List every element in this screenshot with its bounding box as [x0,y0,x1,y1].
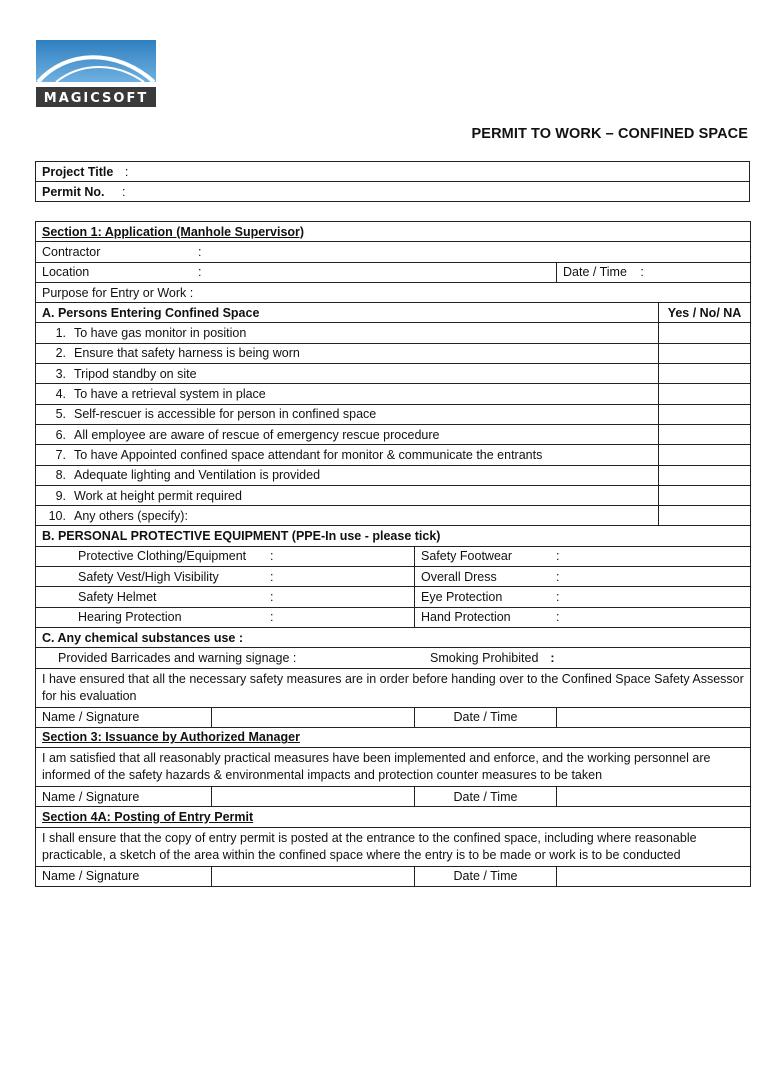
colon: : [556,610,560,625]
name-signature-field[interactable] [212,866,415,886]
sectionB-heading: B. PERSONAL PROTECTIVE EQUIPMENT (PPE-In use - please tick) [36,526,751,546]
ppe-label: Hand Protection [421,610,511,625]
checklist-item [36,445,659,465]
sectionC-declaration: I have ensured that all the necessary safety measures are in order before handing over to the Confined Space Safety Assessor for his evaluation [36,668,751,707]
name-signature-label: Name / Signature [36,787,212,807]
location-label: Location [42,265,90,280]
section4A-declaration: I shall ensure that the copy of entry permit is posted at the entrance to the confined space, including where reasonable practicable, a sketch of the area within the confined space where the entry is to be made or work is to be conducted [36,827,751,866]
colon: : [122,184,126,199]
item-text: All employee are aware of rescue of emergency rescue procedure [74,427,440,442]
ppe-item[interactable] [36,587,415,607]
permit-no-row[interactable] [36,182,750,202]
date-time-label: Date / Time [415,707,557,727]
name-signature-label: Name / Signature [36,866,212,886]
location-cell[interactable] [36,262,557,282]
date-time-field[interactable] [557,707,751,727]
date-time-label: Date / Time [415,787,557,807]
sectionA-heading: A. Persons Entering Confined Space [36,303,659,323]
name-signature-label: Name / Signature [36,707,212,727]
project-title-label: Project Title [42,164,114,179]
smoking-label: Smoking Prohibited [430,650,539,665]
sectionC-heading[interactable]: C. Any chemical substances use : [36,627,751,647]
item-text: To have gas monitor in position [74,326,247,341]
date-time-cell[interactable] [557,262,751,282]
checklist-item [36,465,659,485]
logo-text: MAGICSOFT [43,91,149,106]
checklist-answer-cell[interactable] [659,445,751,465]
contractor-label: Contractor [42,244,101,259]
logo-graphic [36,40,156,108]
item-number: 2. [55,346,66,361]
ppe-label: Hearing Protection [78,610,182,625]
item-text: Adequate lighting and Ventilation is provided [74,468,321,483]
checklist-answer-cell[interactable] [659,364,751,384]
ppe-item[interactable] [36,567,415,587]
item-text: Ensure that safety harness is being worn [74,346,300,361]
colon: : [556,569,560,584]
item-text: Any others (specify): [74,508,188,523]
contractor-row[interactable] [36,242,751,262]
colon: : [556,589,560,604]
ppe-label: Safety Helmet [78,589,157,604]
colon: : [198,265,202,280]
barricades-label: Provided Barricades and warning signage : [58,650,297,665]
section4A-heading: Section 4A: Posting of Entry Permit [42,810,254,825]
page-title: PERMIT TO WORK – CONFINED SPACE [471,126,748,142]
date-time-label: Date / Time [563,265,627,280]
item-number: 4. [55,387,66,402]
ppe-label: Protective Clothing/Equipment [78,549,247,564]
section3-heading: Section 3: Issuance by Authorized Manager [42,730,300,745]
checklist-item [36,343,659,363]
checklist-answer-cell[interactable] [659,424,751,444]
permit-form-table [35,221,751,887]
item-number: 7. [55,447,66,462]
checklist-item [36,384,659,404]
name-signature-field[interactable] [212,707,415,727]
checklist-item [36,323,659,343]
item-text: To have Appointed confined space attendant for monitor & communicate the entrants [74,447,543,462]
item-text: Work at height permit required [74,488,242,503]
ppe-item[interactable] [415,607,751,627]
section1-heading: Section 1: Application (Manhole Supervisor) [42,224,305,239]
colon: : [556,549,560,564]
ppe-item[interactable] [415,546,751,566]
ppe-label: Eye Protection [421,589,503,604]
colon: : [270,589,274,604]
item-text: Tripod standby on site [74,366,197,381]
ppe-item[interactable] [415,567,751,587]
checklist-answer-cell[interactable] [659,485,751,505]
item-number: 5. [55,407,66,422]
item-number: 6. [55,427,66,442]
checklist-item [36,404,659,424]
colon: : [124,164,129,179]
project-info-table [35,161,750,202]
checklist-item[interactable] [36,506,659,526]
checklist-answer-cell[interactable] [659,323,751,343]
checklist-answer-cell[interactable] [659,343,751,363]
item-number: 8. [55,468,66,483]
item-number: 3. [55,366,66,381]
colon: : [270,549,274,564]
date-time-field[interactable] [557,866,751,886]
barricades-smoking-row[interactable] [36,648,751,668]
colon: : [270,569,274,584]
name-signature-field[interactable] [212,787,415,807]
date-time-label: Date / Time [415,866,557,886]
section4A-heading-cell [36,807,751,827]
checklist-answer-cell[interactable] [659,465,751,485]
checklist-answer-cell[interactable] [659,384,751,404]
colon: : [270,610,274,625]
ppe-item[interactable] [36,607,415,627]
ppe-label: Safety Footwear [421,549,513,564]
checklist-answer-cell[interactable] [659,404,751,424]
project-title-row[interactable] [36,162,750,182]
ppe-item[interactable] [36,546,415,566]
section3-heading-cell [36,727,751,747]
ppe-item[interactable] [415,587,751,607]
colon: : [189,285,194,300]
item-number: 10. [48,508,66,523]
purpose-label: Purpose for Entry or Work [42,285,187,300]
item-text: To have a retrieval system in place [74,387,266,402]
permit-no-label: Permit No. [42,184,105,199]
checklist-item [36,364,659,384]
company-logo [36,40,156,108]
ppe-label: Safety Vest/High Visibility [78,569,219,584]
colon: : [640,265,644,280]
checklist-item [36,424,659,444]
item-number: 1. [55,326,66,341]
checklist-item [36,485,659,505]
item-number: 9. [55,488,66,503]
section3-declaration: I am satisfied that all reasonably practical measures have been implemented and enforce, and the working personnel are informed of the safety hazards & environmental impacts and protection counter measures to be taken [36,748,751,787]
colon: : [550,650,555,665]
checklist-answer-cell[interactable] [659,506,751,526]
yes-no-na-header: Yes / No/ NA [659,303,751,323]
section1-heading-cell [36,222,751,242]
colon: : [198,244,202,259]
item-text: Self-rescuer is accessible for person in confined space [74,407,377,422]
date-time-field[interactable] [557,787,751,807]
ppe-label: Overall Dress [421,569,497,584]
purpose-row[interactable] [36,282,751,302]
